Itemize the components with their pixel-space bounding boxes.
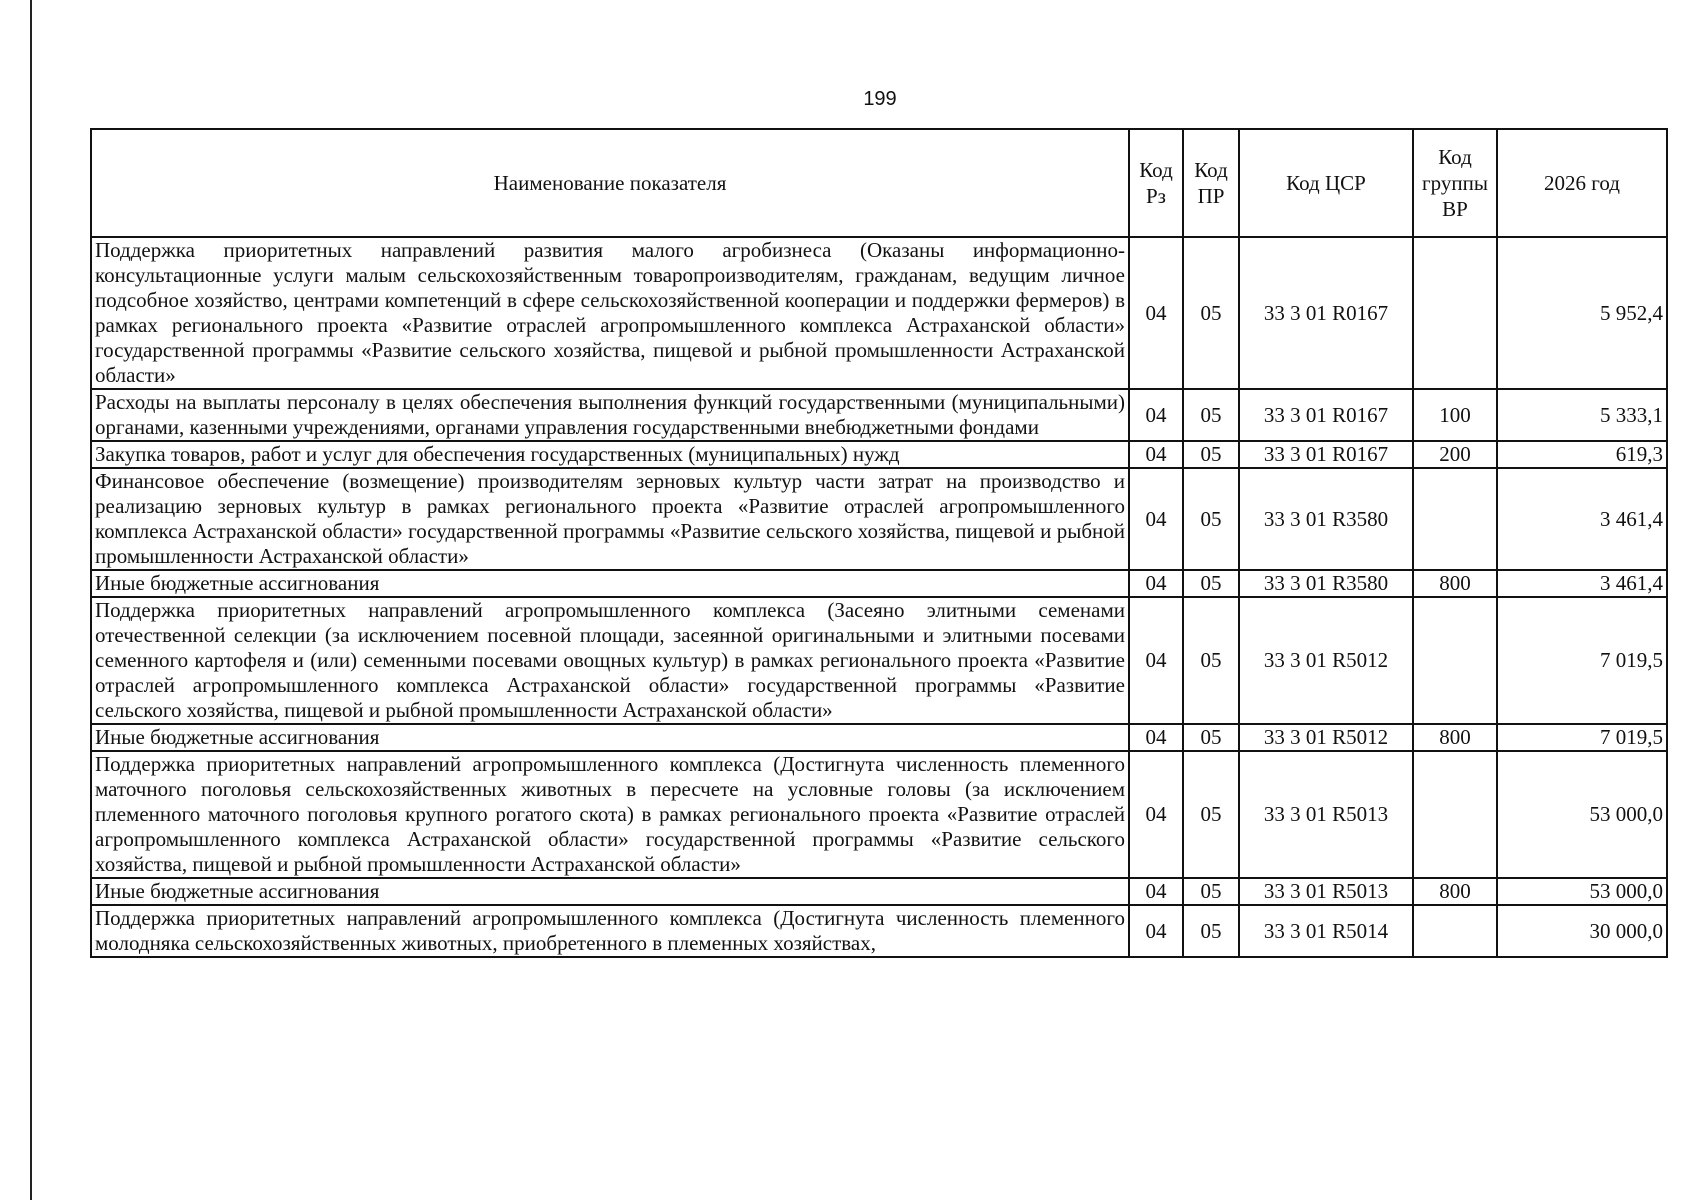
row-name: Финансовое обеспечение (возмещение) производителям зерновых культур части затрат на производство и реализацию зерновых культур в рамках регионального проекта «Развитие отраслей агропромышленного комплекса Астраханской области» государственной программы «Развитие сельского хозяйства, пищевой и рыбной промышленности Астраханской области» (91, 468, 1129, 570)
row-name: Иные бюджетные ассигнования (91, 724, 1129, 751)
row-amount: 3 461,4 (1497, 468, 1667, 570)
row-csr: 33 3 01 R0167 (1239, 237, 1413, 389)
table-row (91, 724, 1667, 751)
row-name: Поддержка приоритетных направлений агропромышленного комплекса (Засеяно элитными семенами отечественной селекции (за исключением посевной площади, засеянной оригинальными и элитными посевами семенного картофеля и (или) семенными посевами овощных культур) в рамках регионального проекта «Развитие отраслей агропромышленного комплекса Астраханской области» государственной программы «Развитие сельского хозяйства, пищевой и рыбной промышленности Астраханской области» (91, 597, 1129, 724)
row-vr (1413, 237, 1497, 389)
header-name: Наименование показателя (91, 129, 1129, 237)
row-pr: 05 (1183, 237, 1239, 389)
row-amount: 7 019,5 (1497, 597, 1667, 724)
row-amount: 5 333,1 (1497, 389, 1667, 441)
table-row (91, 570, 1667, 597)
row-name: Иные бюджетные ассигнования (91, 878, 1129, 905)
row-vr: 200 (1413, 441, 1497, 468)
table-body (91, 237, 1667, 957)
row-csr: 33 3 01 R0167 (1239, 441, 1413, 468)
row-amount: 53 000,0 (1497, 878, 1667, 905)
row-amount: 619,3 (1497, 441, 1667, 468)
row-pr: 05 (1183, 905, 1239, 957)
row-vr: 800 (1413, 570, 1497, 597)
table-header-row (91, 129, 1667, 237)
row-vr: 800 (1413, 724, 1497, 751)
row-pr: 05 (1183, 597, 1239, 724)
row-amount: 30 000,0 (1497, 905, 1667, 957)
row-csr: 33 3 01 R5013 (1239, 751, 1413, 878)
row-pr: 05 (1183, 570, 1239, 597)
row-name: Поддержка приоритетных направлений развития малого агробизнеса (Оказаны информационно-консультационные услуги малым сельскохозяйственным товаропроизводителям, гражданам, ведущим личное подсобное хозяйство, центрами компетенций в сфере сельскохозяйственной кооперации и поддержки фермеров) в рамках регионального проекта «Развитие отраслей агропромышленного комплекса Астраханской области» государственной программы «Развитие сельского хозяйства, пищевой и рыбной промышленности Астраханской области» (91, 237, 1129, 389)
row-csr: 33 3 01 R5014 (1239, 905, 1413, 957)
row-rz: 04 (1129, 751, 1183, 878)
row-csr: 33 3 01 R0167 (1239, 389, 1413, 441)
header-csr: Код ЦСР (1239, 129, 1413, 237)
page-number: 199 (863, 88, 897, 110)
header-rz: Код Рз (1129, 129, 1183, 237)
row-pr: 05 (1183, 389, 1239, 441)
row-rz: 04 (1129, 237, 1183, 389)
row-pr: 05 (1183, 751, 1239, 878)
table-row (91, 237, 1667, 389)
row-vr (1413, 597, 1497, 724)
header-vr: Код группы ВР (1413, 129, 1497, 237)
row-csr: 33 3 01 R3580 (1239, 570, 1413, 597)
row-pr: 05 (1183, 441, 1239, 468)
left-margin-line (30, 0, 32, 1200)
budget-table (90, 128, 1668, 958)
table-row (91, 597, 1667, 724)
row-vr: 100 (1413, 389, 1497, 441)
row-vr (1413, 751, 1497, 878)
row-rz: 04 (1129, 878, 1183, 905)
row-rz: 04 (1129, 441, 1183, 468)
header-year: 2026 год (1497, 129, 1667, 237)
row-rz: 04 (1129, 468, 1183, 570)
table-row (91, 878, 1667, 905)
row-csr: 33 3 01 R5013 (1239, 878, 1413, 905)
row-name: Закупка товаров, работ и услуг для обеспечения государственных (муниципальных) нужд (91, 441, 1129, 468)
row-name: Иные бюджетные ассигнования (91, 570, 1129, 597)
row-csr: 33 3 01 R5012 (1239, 597, 1413, 724)
row-rz: 04 (1129, 905, 1183, 957)
row-rz: 04 (1129, 724, 1183, 751)
row-csr: 33 3 01 R5012 (1239, 724, 1413, 751)
table-row (91, 751, 1667, 878)
row-amount: 5 952,4 (1497, 237, 1667, 389)
row-pr: 05 (1183, 878, 1239, 905)
table-row (91, 905, 1667, 957)
row-csr: 33 3 01 R3580 (1239, 468, 1413, 570)
header-pr: Код ПР (1183, 129, 1239, 237)
table-row (91, 441, 1667, 468)
row-vr: 800 (1413, 878, 1497, 905)
row-name: Поддержка приоритетных направлений агропромышленного комплекса (Достигнута численность племенного маточного поголовья сельскохозяйственных животных в пересчете на условные головы (за исключением племенного маточного поголовья крупного рогатого скота) в рамках регионального проекта «Развитие отраслей агропромышленного комплекса Астраханской области» государственной программы «Развитие сельского хозяйства, пищевой и рыбной промышленности Астраханской области» (91, 751, 1129, 878)
row-pr: 05 (1183, 468, 1239, 570)
row-rz: 04 (1129, 597, 1183, 724)
row-pr: 05 (1183, 724, 1239, 751)
row-vr (1413, 905, 1497, 957)
table-row (91, 468, 1667, 570)
row-amount: 3 461,4 (1497, 570, 1667, 597)
row-amount: 7 019,5 (1497, 724, 1667, 751)
row-name: Расходы на выплаты персоналу в целях обеспечения выполнения функций государственными (муниципальными) органами, казенными учреждениями, органами управления государственными внебюджетными фондами (91, 389, 1129, 441)
row-amount: 53 000,0 (1497, 751, 1667, 878)
row-vr (1413, 468, 1497, 570)
row-rz: 04 (1129, 389, 1183, 441)
row-name: Поддержка приоритетных направлений агропромышленного комплекса (Достигнута численность племенного молодняка сельскохозяйственных животных, приобретенного в племенных хозяйствах, (91, 905, 1129, 957)
table-row (91, 389, 1667, 441)
row-rz: 04 (1129, 570, 1183, 597)
